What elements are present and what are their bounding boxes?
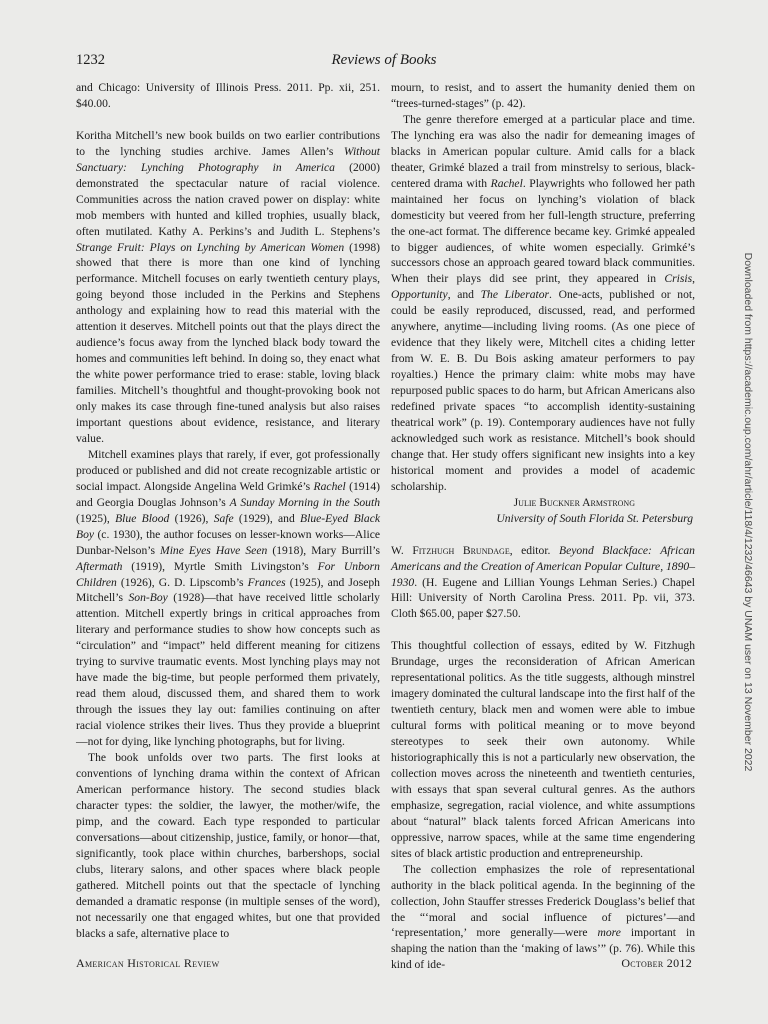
book-citation: W. Fitzhugh Brundage, editor. Beyond Blackface: African Americans and the Creation of American Popular Culture, 1890–1930. (H. Eugene and Lillian Youngs Lehman Series.) Chapel Hill: University of North Carolina Press. 2011. Pp. vii, 373. Cloth $65.00, paper $27.50. xyxy=(391,543,695,621)
paragraph: The collection emphasizes the role of representational authority in the black political agenda. In the beginning of the collection, John Stauffer stresses Frederick Douglass’s belief that the “‘moral and social influence of pictures’—and ‘representation,’ more generally—were more important in shaping the nation than the ‘making of laws’” (p. 76). While this kind of ide- xyxy=(391,862,695,972)
reviewer-name: Julie Buckner Armstrong xyxy=(513,495,635,509)
page-number: 1232 xyxy=(76,52,105,68)
paragraph: The book unfolds over two parts. The first looks at conventions of lynching drama within the context of African American performance history. The second studies black character types: the soldier, the lawyer, the mother/wife, the pimp, and the coward. Each type responded to particular conversations—about citizenship, justice, family, or honor—that, significantly, took place within churches, barbershops, social clubs, literary salons, and other spaces where black people gathered. Mitchell points out that the spectacle of lynching demanded a dramatic response (in multiple senses of the word), not necessarily one that engaged whites, but one that provided blacks a safe, alternative place to xyxy=(76,751,380,940)
running-title: Reviews of Books xyxy=(331,52,437,68)
download-watermark: Downloaded from https://academic.oup.com/ahr/article/118/4/1232/46643 by UNAM user on 13 November 2022 xyxy=(742,252,754,772)
page-header xyxy=(76,52,692,72)
paragraph: Koritha Mitchell’s new book builds on two earlier contributions to the lynching studies archive. James Allen’s Without Sanctuary: Lynching Photography in America (2000) demonstrated the spectacular nature of racial violence. Communities across the nation craved power on display: white mob members with hunted and killed trophies, usually black, often mutilated. Kathy A. Perkins’s and Judith L. Stephens’s Strange Fruit: Plays on Lynching by American Women (1998) showed that there is more than one kind of lynching performance. Mitchell focuses on early twentieth century plays, going beyond those included in the Perkins and Stephens anthology and explaining how to read this material with the attention it deserves. Mitchell points out that the plays direct the audience’s focus away from the lynched black body toward the homes and communities left behind. In doing so, they enact what the white power performance tried to erase: stable, loving black families. Mitchell’s thoughtful and thought-provoking book not only makes its case through fine-tuned analysis but also raises important questions about evidence, resistance, and literary value. xyxy=(76,128,381,445)
review-continuation: and Chicago: University of Illinois Press. 2011. Pp. xii, 251. $40.00. xyxy=(76,81,380,110)
paragraph: This thoughtful collection of essays, edited by W. Fitzhugh Brundage, urges the reconsideration of African American representational politics. As the title suggests, although minstrel imagery dominated the cultural landscape into the first half of the twentieth century, black men and women were able to imbue cultural forms with political meaning or to move beyond stereotypes to seek their own autonomy. While historiographically this is not a particularly new observation, the collection moves across the nineteenth and twentieth centuries, with essays that span several cultural genres. As the authors emphasize, segregation, racial violence, and white assumptions about “natural” black talents forced African Americans into oppressive, narrow spaces, while at the same time engendering sites of black artistic production and entrepreneurship. xyxy=(391,639,695,860)
left-column xyxy=(76,80,380,941)
issue-date: October 2012 xyxy=(621,956,692,970)
paragraph: Mitchell examines plays that rarely, if ever, got professionally produced or published and did not create recognizable artistic or social impact. Alongside Angelina Weld Grimké’s Rachel (1914) and Georgia Douglas Johnson’s A Sunday Morning in the South (1925), Blue Blood (1926), Safe (1929), and Blue-Eyed Black Boy (c. 1930), the author focuses on lesser-known works—Alice Dunbar-Nelson’s Mine Eyes Have Seen (1918), Mary Burrill’s Aftermath (1919), Myrtle Smith Livingston’s For Unborn Children (1926), G. D. Lipscomb’s Frances (1925), and Joseph Mitchell’s Son-Boy (1928)—that have received little scholarly attention. Mitchell expertly brings in critical approaches from literary and performance studies to show how concepts such as “circulation” and “impact” held different meaning for citizens trying to survive traumatic events. Most lynching plays may not have made the big-time, but people performed them privately, read them aloud, discussed them, and shared them to work through the issues they lay out: families continuing on after racial violence strikes their lives. Thus they provide a blueprint—not for dying, like lynching photographs, but for living. xyxy=(76,447,381,749)
journal-name: American Historical Review xyxy=(76,956,220,970)
paragraph: The genre therefore emerged at a particular place and time. The lynching era was also the nadir for demeaning images of blacks in American popular culture. Amid calls for a black theater, Grimké blazed a trail from minstrelsy to serious, black-centered drama with Rachel. Playwrights who followed her path maintained her focus on lynching’s violation of black domesticity but veered from her full-length structure, preferring the one-act format. The difference became key. Grimké appealed to bigger audiences, of white women especially. Grimké’s successors chose an approach geared toward black communities. When their plays did see print, they appeared in Crisis, Opportunity, and The Liberator. One-acts, published or not, could be easily reproduced, discussed, read, and performed anywhere, anytime—including living rooms. (As one piece of evidence that they likely were, Mitchell cites a chiding letter from W. E. B. Du Bois asking amateur performers to pay royalties.) Hence the primary claim: white mobs may have repurposed public spaces to do harm, but African Americans also redefined private spaces “to accomplish identity-sustaining theatrical work” (p. 19). Contemporary audiences have not fully acknowledged such work as resistance. Mitchell’s book should change that. Her study offers significant new insights into a key historical moment and provides a model of academic scholarship. xyxy=(391,112,695,493)
page-footer xyxy=(76,956,692,971)
right-column xyxy=(391,80,695,973)
reviewer-affiliation: University of South Florida St. Petersburg xyxy=(496,511,693,525)
paragraph: mourn, to resist, and to assert the humanity denied them on “trees-turned-stages” (p. 42). xyxy=(391,81,695,110)
